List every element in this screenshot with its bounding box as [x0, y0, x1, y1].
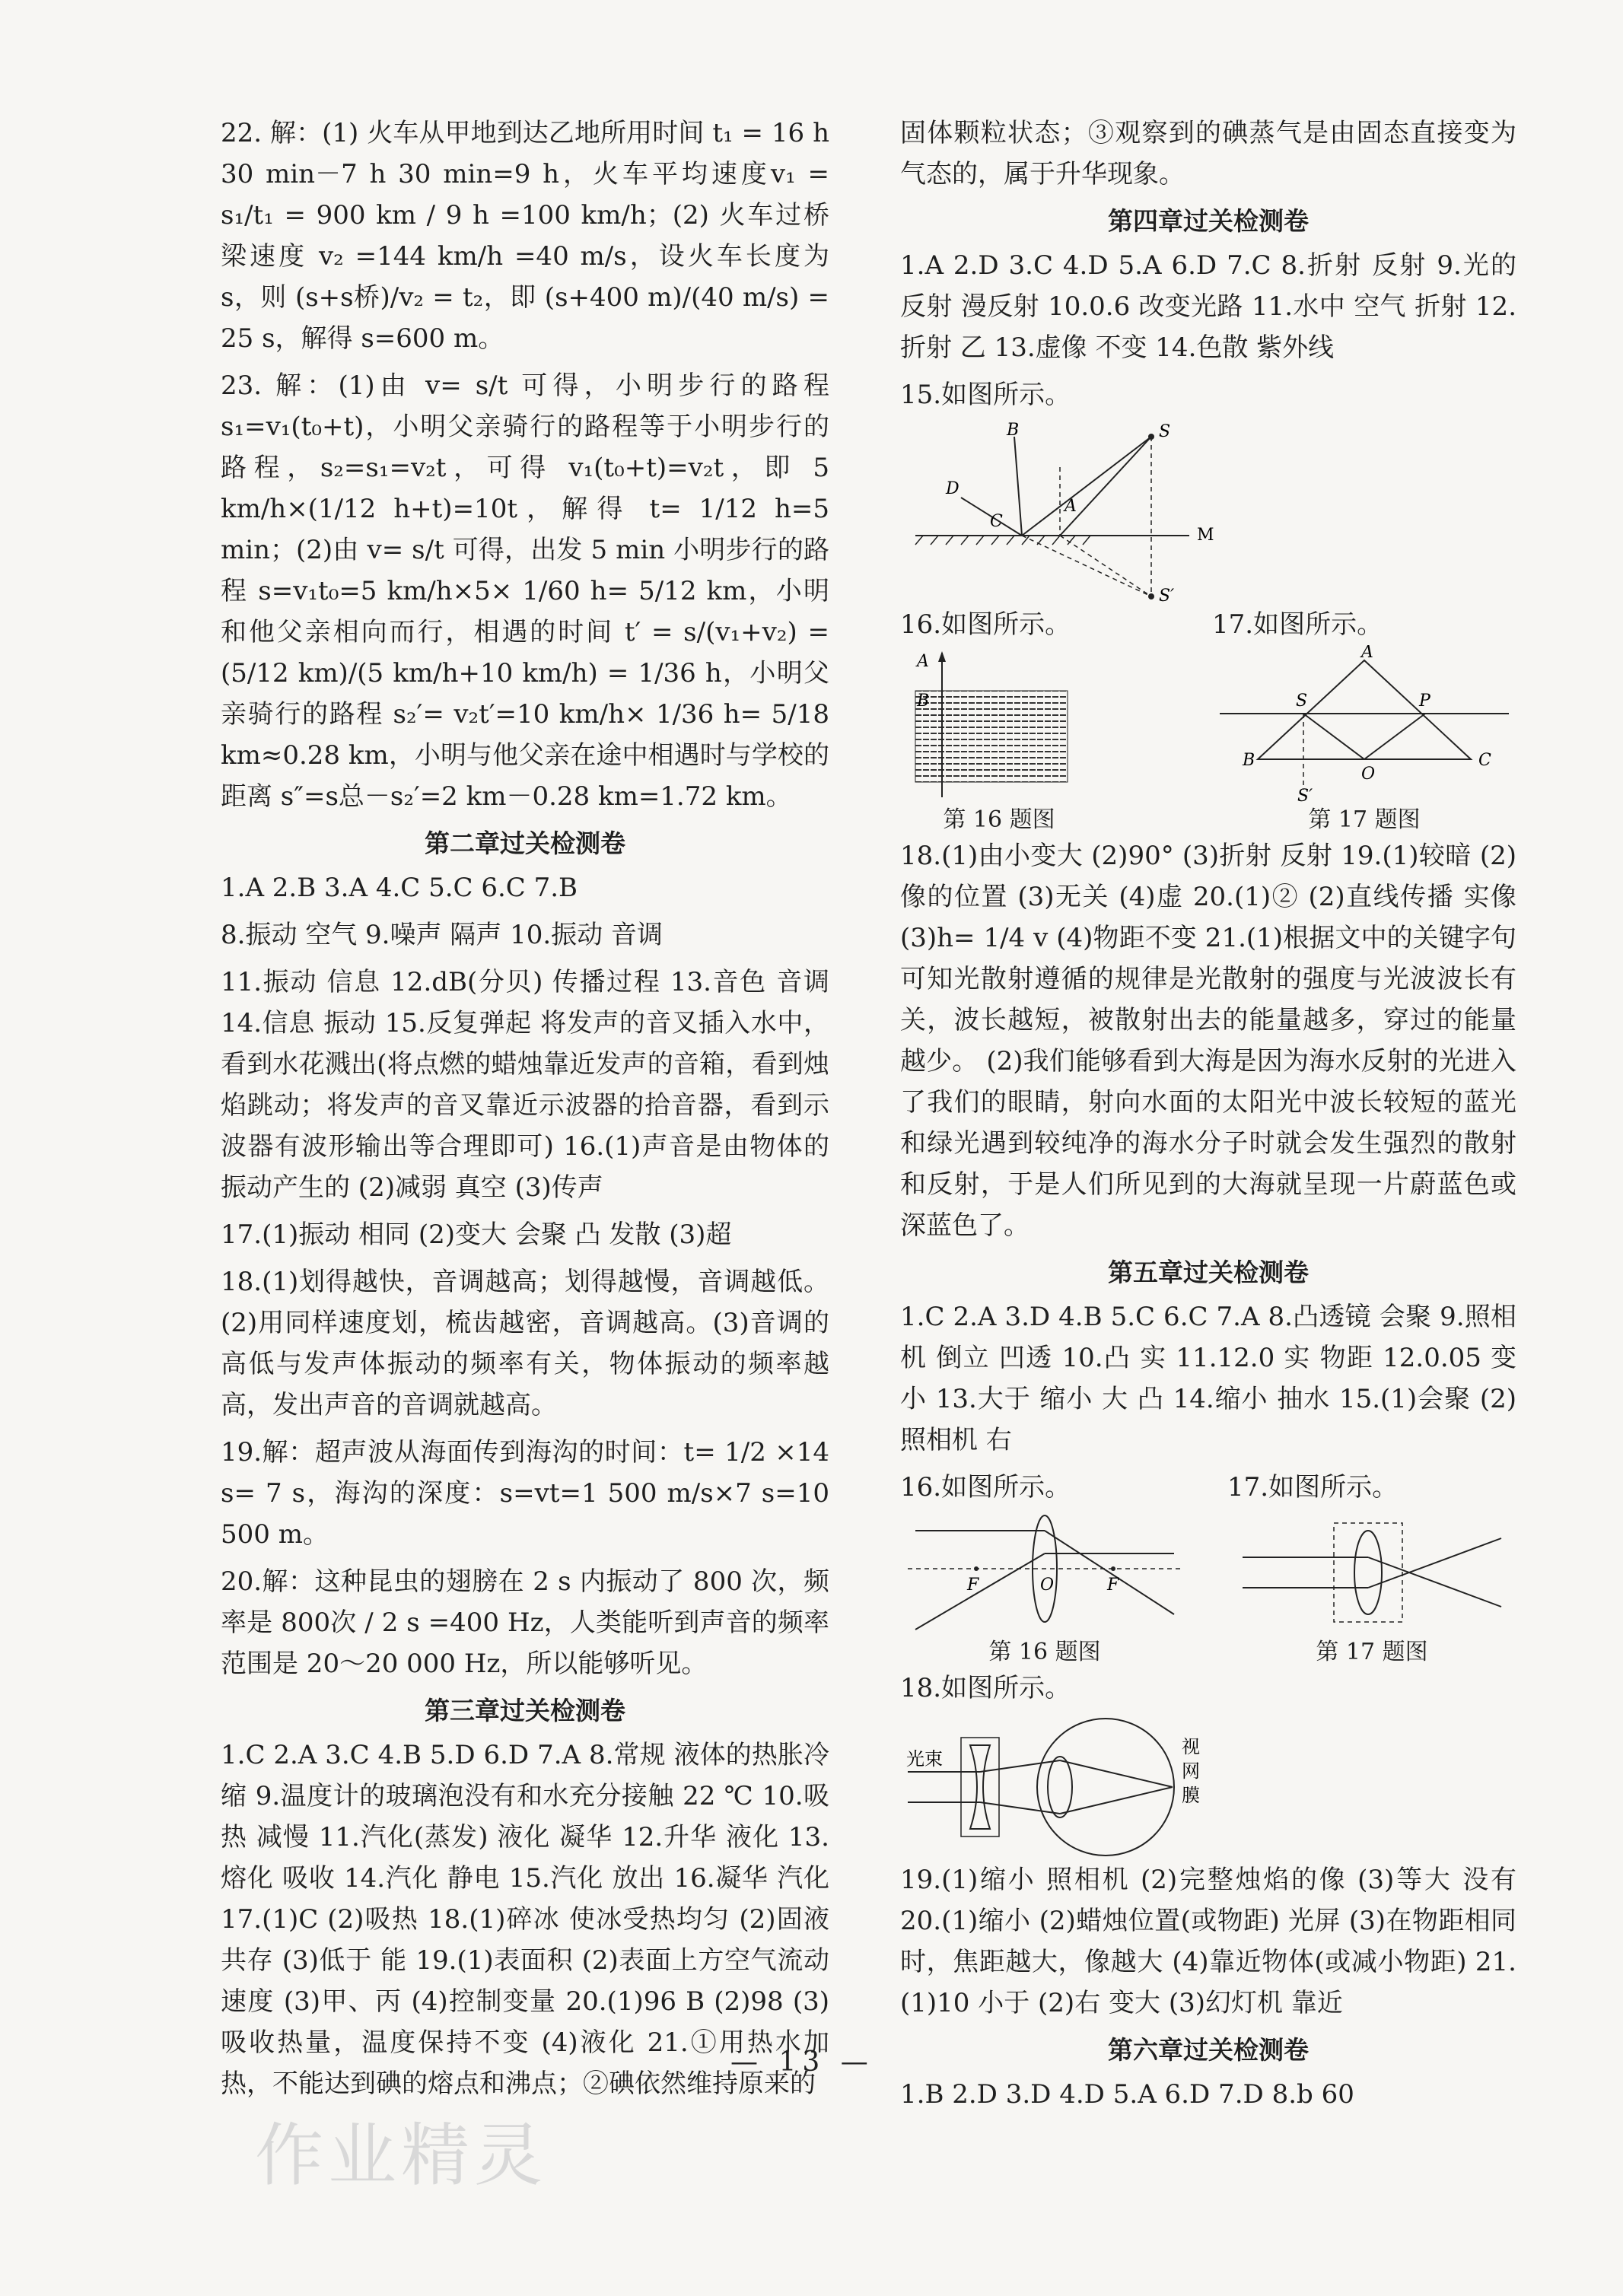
- ch6-answers: 1.B 2.D 3.D 4.D 5.A 6.D 7.D 8.b 60: [900, 2079, 1354, 2110]
- q15-label: 15.如图所示。: [900, 380, 1071, 410]
- fig17-label-b: B: [1243, 751, 1255, 770]
- fig16-caption: 第 16 题图: [943, 806, 1055, 833]
- fig-row-16-17: [900, 604, 1516, 835]
- q16-label: 16.如图所示。: [900, 609, 1071, 640]
- fig18-label-retina-2: 网: [1182, 1760, 1200, 1782]
- fig15-label-sp: S′: [1159, 587, 1175, 604]
- chapter5-title: 第五章过关检测卷: [1108, 1258, 1309, 1287]
- ch2-line-2: 8.振动 空气 9.噪声 隔声 10.振动 音调: [221, 920, 663, 950]
- fig15-label-a: A: [1064, 497, 1077, 516]
- ch2-line-6: 19.解：超声波从海面传到海沟的时间：t= 1/2 ×14 s= 7 s，海沟的深度：s=vt=1 500 m/s×7 s=10 500 m。: [221, 1437, 829, 1550]
- ch2-line-1: 1.A 2.B 3.A 4.C 5.C 6.C 7.B: [221, 873, 578, 903]
- fig15-label-c: C: [990, 512, 1003, 531]
- fig16b-lens-diagram: [900, 1508, 1189, 1637]
- fig-caption-row-5: [900, 1637, 1516, 1668]
- chapter2-title: 第二章过关检测卷: [425, 828, 625, 858]
- fig18-label-retina-1: 视: [1182, 1736, 1200, 1757]
- fig17-caption: 第 17 题图: [1308, 806, 1421, 833]
- fig16-label-a: A: [917, 652, 929, 671]
- fig17-label-sp: S′: [1297, 787, 1313, 805]
- fig17-label-a: A: [1361, 645, 1373, 662]
- fig15-reflection-diagram: [900, 421, 1220, 604]
- ch2-line-3: 11.振动 信息 12.dB(分贝) 传播过程 13.音色 音调 14.信息 振动 15.反复弹起 将发声的音叉插入水中，看到水花溅出(将点燃的蜡烛靠近发声的音箱，看到烛焰跳动；将发声的音叉靠近示波器的拾音器，看到示波器有波形输出等合理即可) 16.(1)声音是由物体的振动产生的 (2)减弱 真空 (3)传声: [221, 967, 829, 1203]
- fig16b-caption: 第 16 题图: [988, 1639, 1101, 1665]
- chapter4-title: 第四章过关检测卷: [1108, 206, 1309, 236]
- fig17-label-p: P: [1419, 692, 1430, 711]
- left-column: [221, 113, 829, 2110]
- ch4-answers-b: 18.(1)由小变大 (2)90° (3)折射 反射 19.(1)较暗 (2)像的位置 (3)无关 (4)虚 20.(1)② (2)直线传播 实像 (3)h= 1/4 v (4)物距不变 21.(1)根据文中的关键字句可知光散射遵循的规律是光散射的强度与光波波长有关，波长越短，被散射出去的能量越多，穿过的能量越少。 (2)我们能够看到大海是因为海水反射的光进入了我们的眼睛，射向水面的太阳光中波长较短的蓝光和绿光遇到较纯净的海水分子时就会发生强烈的散射和反射，于是人们所见到的大海就呈现一片蔚蓝色或深蓝色了。: [900, 841, 1516, 1241]
- chapter3-title: 第三章过关检测卷: [425, 1696, 625, 1725]
- fig15-label-s: S: [1159, 422, 1171, 441]
- answer-22: 22. 解：(1) 火车从甲地到达乙地所用时间 t₁ = 16 h 30 min－7 h 30 min=9 h，火车平均速度v₁ = s₁/t₁ = 900 km / 9 h =100 km/h；(2) 火车过桥梁速度 v₂ =144 km/h =40 m/s，设火车长度为 s，则 (s+s桥)/v₂ = t₂，即 (s+400 m)/(40 m/s) = 25 s，解得 s=600 m。: [221, 118, 829, 354]
- ch5-answers-b: 19.(1)缩小 照相机 (2)完整烛焰的像 (3)等大 没有 20.(1)缩小 (2)蜡烛位置(或物距) 光屏 (3)在物距相同时，焦距越大，像越大 (4)靠近物体(或减小物距) 21.(1)10 小于 (2)右 变大 (3)幻灯机 靠近: [900, 1865, 1516, 2018]
- q18b-label: 18.如图所示。: [900, 1673, 1071, 1703]
- fig17b-lens-diagram: [1227, 1508, 1516, 1637]
- q17-label: 17.如图所示。: [1212, 609, 1383, 640]
- fig-row-16b-17b: [900, 1467, 1516, 1637]
- fig17-label-c: C: [1478, 751, 1491, 770]
- fig16-diagram: [900, 645, 1098, 805]
- fig17-label-s: S: [1296, 692, 1308, 711]
- ch5-answers-a: 1.C 2.A 3.D 4.B 5.C 6.C 7.A 8.凸透镜 会聚 9.照相机 倒立 凹透 10.凸 实 11.12.0 实 物距 12.0.05 变小 13.大于 缩小 大 凸 14.缩小 抽水 15.(1)会聚 (2)照相机 右: [900, 1302, 1516, 1455]
- chapter6-title: 第六章过关检测卷: [1108, 2035, 1309, 2065]
- fig16b-block: [900, 1467, 1189, 1637]
- fig17-prism-diagram: [1212, 645, 1516, 805]
- fig17b-caption: 第 17 题图: [1316, 1639, 1428, 1665]
- ch2-line-4: 17.(1)振动 相同 (2)变大 会聚 凸 发散 (3)超: [221, 1220, 732, 1250]
- fig16b-label-f2: F: [1107, 1576, 1119, 1595]
- fig16-label-b: B: [917, 692, 930, 711]
- q16b-label: 16.如图所示。: [900, 1472, 1071, 1503]
- fig17b-block: [1227, 1467, 1516, 1637]
- fig15-label-m: M: [1197, 526, 1214, 545]
- fig17-label-o: O: [1361, 765, 1376, 784]
- ch3-answers: 1.C 2.A 3.C 4.B 5.D 6.D 7.A 8.常规 液体的热胀冷缩 9.温度计的玻璃泡没有和水充分接触 22 ℃ 10.吸热 减慢 11.汽化(蒸发) 液化 凝华 12.升华 液化 13.熔化 吸收 14.汽化 静电 15.汽化 放出 16.凝华 汽化 17.(1)C (2)吸热 18.(1)碎冰 使冰受热均匀 (2)固液共存 (3)低于 能 19.(1)表面积 (2)表面上方空气流动速度 (3)甲、丙 (4)控制变量 20.(1)96 B (2)98 (3)吸收热量，温度保持不变 (4)液化 21.①用热水加热，不能达到碘的熔点和沸点；②碘依然维持原来的: [221, 1740, 829, 2099]
- watermark-logo: 作业精灵: [255, 2116, 547, 2196]
- page-number: — 13 —: [730, 2046, 874, 2078]
- fig16-block: [900, 604, 1098, 835]
- q17b-label: 17.如图所示。: [1227, 1472, 1399, 1503]
- fig17-block: [1212, 604, 1516, 835]
- ch3-continued: 固体颗粒状态；③观察到的碘蒸气是由固态直接变为气态的，属于升华现象。: [900, 118, 1516, 189]
- fig18-eye-diagram: [900, 1715, 1220, 1859]
- fig15-label-d: D: [946, 479, 959, 498]
- answer-23: 23. 解：(1)由 v= s/t 可得，小明步行的路程 s₁=v₁(t₀+t)，小明父亲骑行的路程等于小明步行的路程，s₂=s₁=v₂t，可得 v₁(t₀+t)=v₂t，即 5 km/h×(1/12 h+t)=10t，解得 t= 1/12 h=5 min；(2)由 v= s/t 可得，出发 5 min 小明步行的路程 s=v₁t₀=5 km/h×5× 1/60 h= 5/12 km，小明和他父亲相向而行，相遇的时间 t′ = s/(v₁+v₂) = (5/12 km)/(5 km/h+10 km/h) = 1/36 h，小明父亲骑行的路程 s₂′= v₂t′=10 km/h× 1/36 h= 5/18 km≈0.28 km，小明与他父亲在途中相遇时与学校的距离 s″=s总－s₂′=2 km－0.28 km=1.72 km。: [221, 370, 829, 812]
- right-column: [900, 113, 1516, 2121]
- ch4-answers-a: 1.A 2.D 3.C 4.D 5.A 6.D 7.C 8.折射 反射 9.光的反射 漫反射 10.0.6 改变光路 11.水中 空气 折射 12.折射 乙 13.虚像 不变 14.色散 紫外线: [900, 250, 1516, 363]
- fig15-label-b: B: [1007, 421, 1020, 440]
- fig18-label-retina-3: 膜: [1182, 1785, 1200, 1806]
- fig16b-label-f1: F: [967, 1576, 979, 1595]
- ch2-line-5: 18.(1)划得越快，音调越高；划得越慢，音调越低。(2)用同样速度划，梳齿越密，音调越高。(3)音调的高低与发声体振动的频率有关，物体振动的频率越高，发出声音的音调就越高。: [221, 1267, 829, 1420]
- fig18-label-light: 光束: [906, 1748, 943, 1770]
- fig16b-label-o: O: [1040, 1576, 1055, 1595]
- ch2-line-7: 20.解：这种昆虫的翅膀在 2 s 内振动了 800 次，频率是 800次 / 2 s =400 Hz，人类能听到声音的频率范围是 20～20 000 Hz，所以能够听见。: [221, 1566, 829, 1679]
